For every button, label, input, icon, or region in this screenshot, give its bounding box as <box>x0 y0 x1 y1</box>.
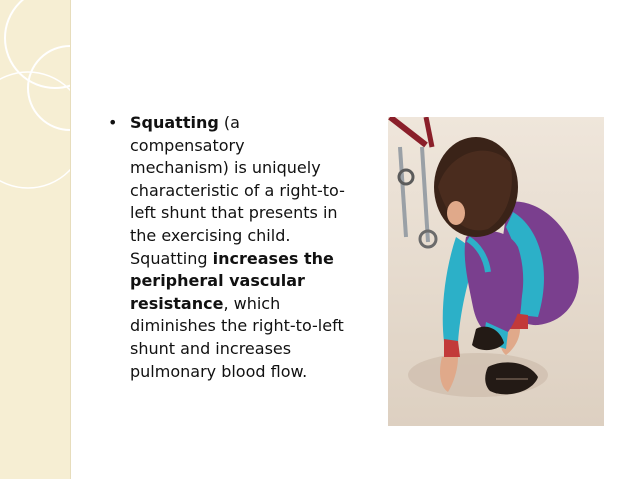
bullet-item <box>108 112 348 383</box>
paragraph-text-1: (a compensatory mechanism) is uniquely characteristic of a right-to-left shunt that presents in the exercising child. Squatting <box>130 113 345 268</box>
photo-illustration <box>388 117 604 426</box>
slide-text <box>108 112 348 383</box>
sidebar-ornament <box>0 0 70 479</box>
paragraph-emphasis: increases the peripheral vascular resistance <box>130 248 334 313</box>
bullet-icon: • <box>108 113 118 132</box>
child-squatting-photo <box>388 117 604 426</box>
paragraph-text-2: , which diminishes the right-to-left shunt and increases pulmonary blood flow. <box>130 293 344 381</box>
decorative-sidebar <box>0 0 70 479</box>
sidebar-divider <box>70 0 71 479</box>
term-squatting: Squatting <box>130 113 219 132</box>
